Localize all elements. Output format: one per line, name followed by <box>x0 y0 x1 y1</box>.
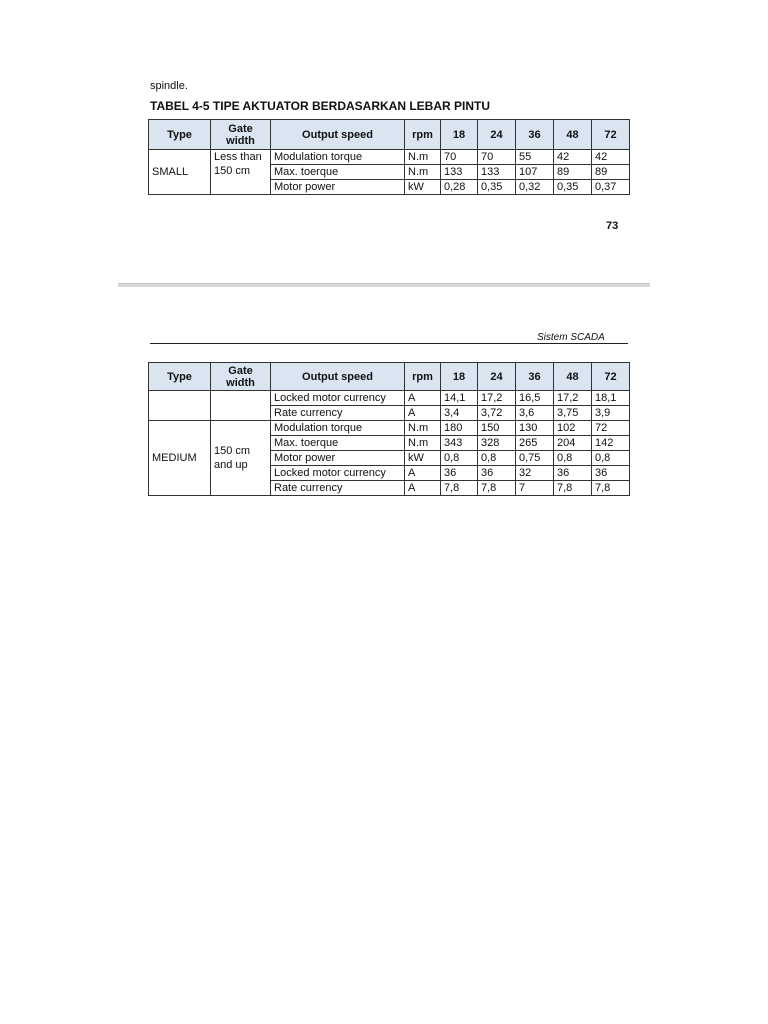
value-cell: 107 <box>516 165 554 180</box>
value-cell: 89 <box>554 165 592 180</box>
actuator-table-medium <box>148 362 630 496</box>
value-cell: 7 <box>516 481 554 496</box>
value-cell: 70 <box>478 150 516 165</box>
header-speed: 72 <box>592 363 630 391</box>
value-cell: 0,8 <box>554 451 592 466</box>
value-cell: 0,75 <box>516 451 554 466</box>
gate-width-cell <box>211 391 271 421</box>
value-cell: 17,2 <box>554 391 592 406</box>
value-cell: 0,8 <box>478 451 516 466</box>
header-speed: 24 <box>478 120 516 150</box>
row-label: Locked motor currency <box>271 466 405 481</box>
value-cell: 0,8 <box>592 451 630 466</box>
value-cell: 36 <box>592 466 630 481</box>
value-cell: 180 <box>441 421 478 436</box>
header-speed: 36 <box>516 363 554 391</box>
value-cell: 42 <box>592 150 630 165</box>
header-speed: 18 <box>441 120 478 150</box>
value-cell: 3,72 <box>478 406 516 421</box>
row-unit: kW <box>405 451 441 466</box>
header-output-speed: Output speed <box>271 363 405 391</box>
header-speed: 18 <box>441 363 478 391</box>
header-gate-width: Gate width <box>211 363 271 391</box>
value-cell: 0,28 <box>441 180 478 195</box>
row-unit: kW <box>405 180 441 195</box>
header-rule <box>150 343 628 344</box>
header-speed: 72 <box>592 120 630 150</box>
value-cell: 55 <box>516 150 554 165</box>
value-cell: 102 <box>554 421 592 436</box>
value-cell: 7,8 <box>554 481 592 496</box>
header-type: Type <box>149 120 211 150</box>
actuator-table-small <box>148 119 630 195</box>
value-cell: 17,2 <box>478 391 516 406</box>
value-cell: 3,4 <box>441 406 478 421</box>
table-header-row <box>149 363 630 391</box>
value-cell: 36 <box>554 466 592 481</box>
header-rpm: rpm <box>405 363 441 391</box>
gate-width-cell: Less than 150 cm <box>211 150 271 195</box>
page-fragment-text: spindle. <box>150 80 188 92</box>
table-caption: TABEL 4-5 TIPE AKTUATOR BERDASARKAN LEBAR PINTU <box>150 99 491 113</box>
row-unit: N.m <box>405 165 441 180</box>
table-row <box>149 421 630 436</box>
header-gate-width: Gate width <box>211 120 271 150</box>
header-type: Type <box>149 363 211 391</box>
row-unit: N.m <box>405 421 441 436</box>
gate-width-cell: 150 cm and up <box>211 421 271 496</box>
value-cell: 7,8 <box>441 481 478 496</box>
row-unit: A <box>405 391 441 406</box>
value-cell: 150 <box>478 421 516 436</box>
value-cell: 0,32 <box>516 180 554 195</box>
row-label: Rate currency <box>271 406 405 421</box>
value-cell: 265 <box>516 436 554 451</box>
value-cell: 7,8 <box>478 481 516 496</box>
value-cell: 14,1 <box>441 391 478 406</box>
value-cell: 343 <box>441 436 478 451</box>
header-speed: 24 <box>478 363 516 391</box>
value-cell: 204 <box>554 436 592 451</box>
value-cell: 18,1 <box>592 391 630 406</box>
value-cell: 133 <box>478 165 516 180</box>
table-row <box>149 391 630 406</box>
row-unit: A <box>405 406 441 421</box>
page-number: 73 <box>606 220 619 232</box>
page-separator <box>118 283 650 287</box>
value-cell: 16,5 <box>516 391 554 406</box>
value-cell: 3,9 <box>592 406 630 421</box>
header-speed: 48 <box>554 120 592 150</box>
header-speed: 36 <box>516 120 554 150</box>
type-cell <box>149 391 211 421</box>
table-header-row <box>149 120 630 150</box>
value-cell: 0,8 <box>441 451 478 466</box>
running-header: Sistem SCADA <box>537 332 605 343</box>
row-label: Rate currency <box>271 481 405 496</box>
value-cell: 130 <box>516 421 554 436</box>
row-label: Modulation torque <box>271 421 405 436</box>
value-cell: 42 <box>554 150 592 165</box>
row-label: Modulation torque <box>271 150 405 165</box>
table-row <box>149 150 630 165</box>
value-cell: 0,35 <box>554 180 592 195</box>
row-label: Locked motor currency <box>271 391 405 406</box>
row-unit: N.m <box>405 436 441 451</box>
value-cell: 36 <box>441 466 478 481</box>
value-cell: 0,35 <box>478 180 516 195</box>
value-cell: 3,75 <box>554 406 592 421</box>
value-cell: 3,6 <box>516 406 554 421</box>
value-cell: 32 <box>516 466 554 481</box>
row-label: Motor power <box>271 180 405 195</box>
type-cell: SMALL <box>149 150 211 195</box>
value-cell: 142 <box>592 436 630 451</box>
value-cell: 72 <box>592 421 630 436</box>
value-cell: 89 <box>592 165 630 180</box>
row-label: Max. toerque <box>271 436 405 451</box>
row-unit: A <box>405 481 441 496</box>
header-output-speed: Output speed <box>271 120 405 150</box>
type-cell: MEDIUM <box>149 421 211 496</box>
row-label: Max. toerque <box>271 165 405 180</box>
value-cell: 70 <box>441 150 478 165</box>
value-cell: 328 <box>478 436 516 451</box>
value-cell: 133 <box>441 165 478 180</box>
header-rpm: rpm <box>405 120 441 150</box>
row-label: Motor power <box>271 451 405 466</box>
row-unit: A <box>405 466 441 481</box>
value-cell: 36 <box>478 466 516 481</box>
row-unit: N.m <box>405 150 441 165</box>
header-speed: 48 <box>554 363 592 391</box>
value-cell: 7,8 <box>592 481 630 496</box>
value-cell: 0,37 <box>592 180 630 195</box>
